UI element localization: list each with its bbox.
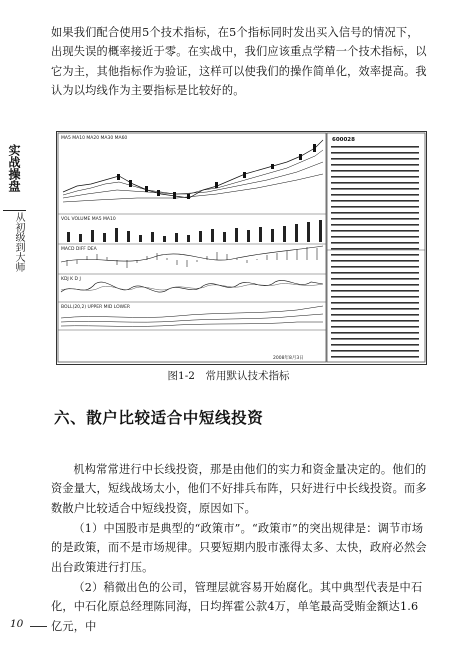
boll-mid-line <box>61 314 323 322</box>
figure-caption: 图1-2 常用默认技术指标 <box>167 370 290 382</box>
macd-histogram <box>67 247 317 268</box>
intro-paragraph: 如果我们配合使用5个技术指标，在5个指标同时发出买入信号的情况下，出现失误的概率接近于零。在实战中，我们应该重点学精一个技术指标，以它为主，其他指标作为验证，这样可以使我们的操作简单化，效率提高。我认为以均线作为主要指标是比较好的。 <box>51 26 427 98</box>
side-divider <box>3 210 26 211</box>
macd-line <box>61 246 323 262</box>
stock-chart-figure <box>56 131 427 365</box>
side-book-title: 实战操盘 <box>7 144 21 192</box>
price-panel-label: MA5 MA10 MA20 MA30 MA60 <box>61 136 128 141</box>
side-book-subtitle: 从初级到大师 <box>13 212 24 272</box>
page-number-rule <box>30 626 47 627</box>
price-candles <box>63 140 323 202</box>
kdj-k-line <box>61 280 323 292</box>
kdj-d-line <box>61 284 323 291</box>
body-paragraph-2: （1）中国股市是典型的“政策市”。“政策市”的突出规律是：调节市场的是政策，而不是市场规律。只要短期内股市涨得太多、太快，政府必然会出台政策进行打压。 <box>51 522 427 574</box>
volume-panel-label: VOL VOLUME MA5 MA10 <box>61 217 116 222</box>
body-paragraph-3: （2）稍微出色的公司，管理层就容易开始腐化。其中典型代表是中石化，中石化原总经理陈同海，日均挥霍公款4万，单笔最高受贿金额达1.6亿元，中 <box>51 581 423 633</box>
kdj-panel-label: KDJ K D J <box>61 277 81 282</box>
section-heading: 六、散户比较适合中短线投资 <box>54 409 264 427</box>
price-candle-bodies <box>117 144 316 199</box>
boll-lower-line <box>61 322 323 326</box>
running-side-title <box>0 130 27 350</box>
stock-chart-svg <box>57 132 426 364</box>
quote-stock-code: 600028 <box>332 137 355 143</box>
volume-bars <box>67 220 322 242</box>
page-number: 10 <box>10 618 24 630</box>
boll-panel-label: BOLL(20,2) UPPER MID LOWER <box>61 305 131 310</box>
body-paragraph-1: 机构常常进行中长线投资，那是由他们的实力和资金量决定的。他们的资金量大，短线战场太小，他们不好排兵布阵，只好进行中长线投资。而多数散户比较适合中短线投资，原因如下。 <box>51 463 427 515</box>
macd-panel-label: MACD DIFF DEA <box>61 247 97 252</box>
chart-date-label: 2008年8月3日 <box>273 356 304 361</box>
